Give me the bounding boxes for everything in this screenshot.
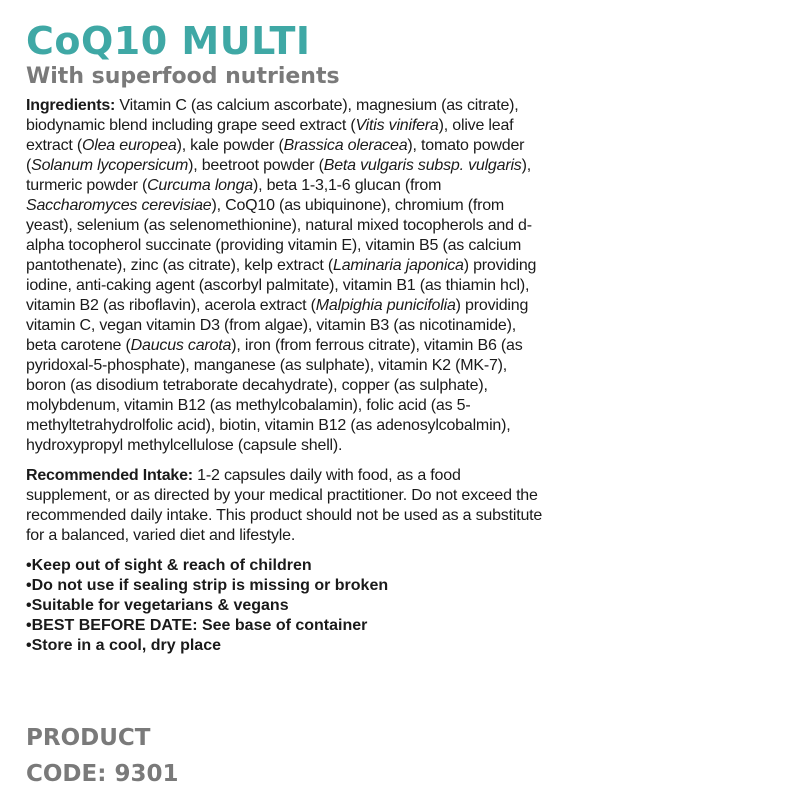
botanical-name: Olea europea: [82, 137, 177, 154]
warnings-list: [26, 556, 546, 656]
warning-item: • BEST BEFORE DATE: See base of container: [26, 616, 546, 636]
recommended-intake-heading: Recommended Intake:: [26, 467, 193, 484]
product-label: [26, 18, 546, 656]
warning-item: • Keep out of sight & reach of children: [26, 556, 546, 576]
ingredients-text-segment: ), kale powder (: [176, 137, 284, 154]
ingredients-text-segment: ) providing iodine, anti-caking agent (ascorbyl palmitate), vitamin B1 (as thiamin hcl), vitamin B2 (as riboflavin), acerola extract (: [26, 257, 537, 314]
ingredients-heading: Ingredients:: [26, 97, 116, 114]
product-code-line-1: PRODUCT: [26, 725, 151, 751]
warning-item: • Store in a cool, dry place: [26, 636, 546, 656]
botanical-name: Laminaria japonica: [333, 257, 464, 274]
botanical-name: Solanum lycopersicum: [31, 157, 189, 174]
product-code-line-2: CODE: 9301: [26, 761, 179, 787]
warning-item: • Do not use if sealing strip is missing or broken: [26, 576, 546, 596]
ingredients-text-segment: ), CoQ10 (as ubiquinone), chromium (from yeast), selenium (as selenomethionine), natural mixed tocopherols and d-alpha tocopherol succinate (providing vitamin E), vitamin B5 (as calcium pantothenate), zinc (as citrate), kelp extract (: [26, 197, 532, 274]
botanical-name: Vitis vinifera: [355, 117, 439, 134]
product-subtitle: With superfood nutrients: [26, 64, 340, 89]
ingredients-text-segment: ), iron (from ferrous citrate), vitamin B6 (as pyridoxal-5-phosphate), manganese (as sulphate), vitamin K2 (MK-7), boron (as disodium tetraborate decahydrate), copper (as sulphate), molybdenum, vitamin B12 (as methylcobalamin), folic acid (as 5-methyltetrahydrolfolic acid), biotin, vitamin B12 (as adenosylcobalmin), hydroxypropyl methylcellulose (capsule shell).: [26, 337, 523, 454]
botanical-name: Daucus carota: [130, 337, 232, 354]
ingredients-text-segment: ), olive leaf extract (: [26, 117, 514, 154]
ingredients-text-segment: ), beta 1-3,1-6 glucan (from: [252, 177, 442, 194]
product-title: CoQ10 MULTI: [26, 19, 311, 63]
ingredients-text-segment: ) providing vitamin C, vegan vitamin D3 (from algae), vitamin B3 (as nicotinamide), beta carotene (: [26, 297, 529, 354]
ingredients-text-segment: Vitamin C (as calcium ascorbate), magnesium (as citrate), biodynamic blend including grape seed extract (: [26, 97, 519, 134]
recommended-intake-text: 1-2 capsules daily with food, as a food supplement, or as directed by your medical practitioner. Do not exceed the recommended daily intake. This product should not be used as a substitute for a balanced, varied diet and lifestyle.: [26, 467, 543, 544]
ingredients-paragraph: [26, 96, 546, 456]
ingredients-text-segment: ), turmeric powder (: [26, 157, 531, 194]
botanical-name: Beta vulgaris subsp. vulgaris: [323, 157, 522, 174]
product-code: [26, 720, 178, 792]
warning-item: • Suitable for vegetarians & vegans: [26, 596, 546, 616]
ingredients-text-segment: ), tomato powder (: [26, 137, 525, 174]
botanical-name: Brassica oleracea: [283, 137, 408, 154]
ingredients-text-segment: ), beetroot powder (: [188, 157, 324, 174]
botanical-name: Curcuma longa: [147, 177, 253, 194]
ingredients-text: [26, 97, 536, 454]
botanical-name: Saccharomyces cerevisiae: [26, 197, 212, 214]
recommended-intake-paragraph: [26, 466, 546, 546]
botanical-name: Malpighia punicifolia: [315, 297, 456, 314]
